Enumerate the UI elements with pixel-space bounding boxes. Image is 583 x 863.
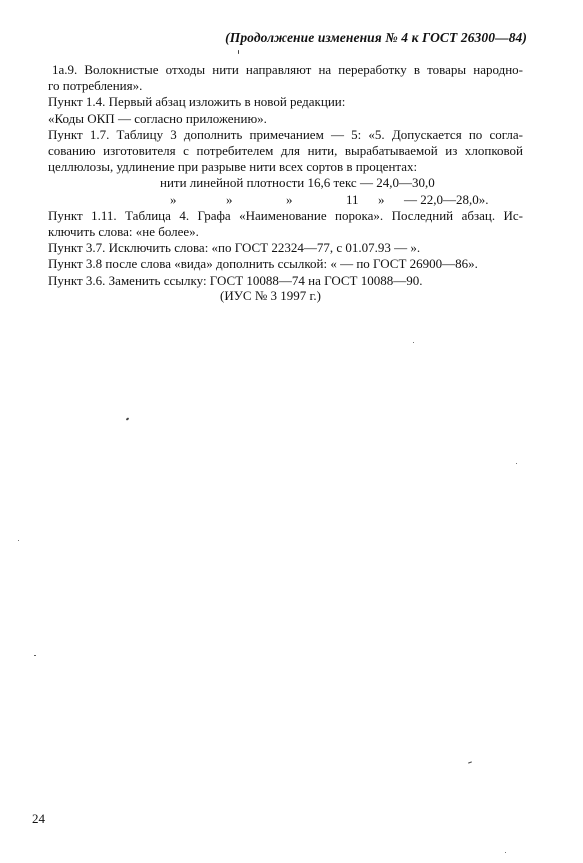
okp-codes-line: «Коды ОКП — согласно приложению». xyxy=(48,110,267,126)
paragraph-3-6 xyxy=(48,273,523,289)
paragraph-1-11-line-1: Пункт 1.11. Таблица 4. Графа «Наименование порока». Последний абзац. Ис- xyxy=(48,207,523,223)
page-number: 24 xyxy=(32,811,45,826)
scan-speck xyxy=(18,540,19,541)
paragraph-1a9-line-1: 1а.9. Волокнистые отходы нити направляют на переработку в товары народно- xyxy=(52,62,523,77)
paragraph-1a9-line-2: го потребления». xyxy=(48,78,143,94)
scan-speck xyxy=(34,655,36,656)
paragraph-3-7 xyxy=(48,240,523,256)
scan-speck xyxy=(468,761,472,763)
paragraph-1-4 xyxy=(48,94,523,110)
continuation-header: (Продолжение изменения № 4 к ГОСТ 26300—84) xyxy=(225,30,527,45)
paragraph-3-6-line: Пункт 3.6. Заменить ссылку: ГОСТ 10088—74 на ГОСТ 10088—90. xyxy=(48,272,423,288)
paragraph-1-7-line-2: сованию изготовителя с потребителем для нити, вырабатываемой из хлопковой xyxy=(48,143,523,159)
ditto-value: 11 xyxy=(346,191,359,207)
paragraph-1-11 xyxy=(48,208,523,240)
scan-speck xyxy=(126,417,130,420)
paragraph-1a9 xyxy=(48,62,523,94)
ditto-mark: » xyxy=(226,191,233,207)
body-text xyxy=(48,62,523,289)
scan-speck xyxy=(413,342,414,343)
paragraph-1-7-line-3: целлюлозы, удлинение при разрыве нити всех сортов в процентах: xyxy=(48,159,418,175)
ditto-mark: » xyxy=(170,191,177,207)
density-line: нити линейной плотности 16,6 текс — 24,0—30,0 xyxy=(160,175,435,191)
scan-speck xyxy=(238,50,239,54)
source-reference: (ИУС № 3 1997 г.) xyxy=(220,288,321,303)
scan-speck xyxy=(505,852,506,853)
paragraph-1-7 xyxy=(48,127,523,208)
paragraph-1-11-line-2: ключить слова: «не более». xyxy=(48,224,199,240)
paragraph-3-7-line: Пункт 3.7. Исключить слова: «по ГОСТ 22324—77, с 01.07.93 — ». xyxy=(48,240,421,256)
paragraph-okp-codes xyxy=(48,111,523,127)
paragraph-1-4-line: Пункт 1.4. Первый абзац изложить в новой редакции: xyxy=(48,94,346,110)
paragraph-3-8 xyxy=(48,256,523,272)
paragraph-3-8-line: Пункт 3.8 после слова «вида» дополнить ссылкой: « — по ГОСТ 26900—86». xyxy=(48,256,478,272)
paragraph-1-7-line-1: Пункт 1.7. Таблицу 3 дополнить примечанием — 5: «5. Допускается по согла- xyxy=(48,126,523,142)
ditto-mark: » xyxy=(378,191,385,207)
ditto-range: — 22,0—28,0». xyxy=(404,191,489,207)
ditto-row xyxy=(48,192,523,208)
ditto-mark: » xyxy=(286,191,293,207)
scan-speck xyxy=(516,463,517,464)
